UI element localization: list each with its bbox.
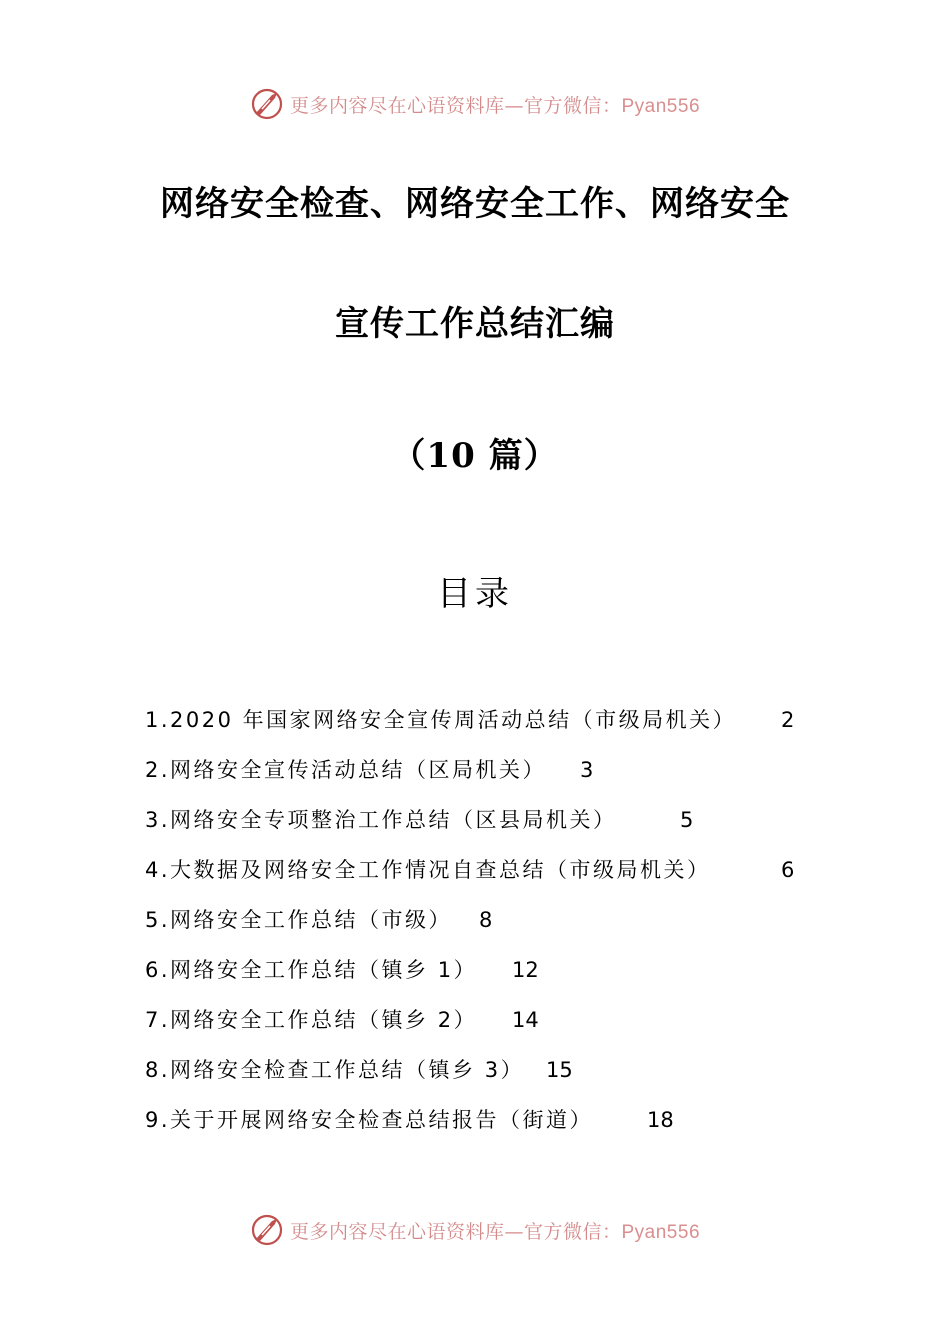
footer-watermark — [0, 1210, 950, 1250]
toc-item-title: 4.大数据及网络安全工作情况自查总结（市级局机关） — [145, 858, 711, 882]
toc-item-title: 7.网络安全工作总结（镇乡 2） — [145, 1008, 478, 1032]
document-title-count: （10 篇） — [391, 436, 559, 476]
toc-item-2[interactable] — [145, 750, 825, 800]
toc-item-title: 2.网络安全宣传活动总结（区局机关） — [145, 758, 547, 782]
toc-item-6[interactable] — [145, 950, 825, 1000]
toc-item-page: 3 — [580, 758, 594, 782]
toc-item-title: 6.网络安全工作总结（镇乡 1） — [145, 958, 478, 982]
toc-item-title: 5.网络安全工作总结（市级） — [145, 908, 453, 932]
watermark-text: 更多内容尽在心语资料库—官方微信：Pyan556 — [289, 94, 701, 117]
toc-heading: 目录 — [437, 574, 513, 614]
toc-item-title: 9.关于开展网络安全检查总结报告（街道） — [145, 1108, 594, 1132]
toc-item-7[interactable] — [145, 1000, 825, 1050]
toc-item-title: 8.网络安全检查工作总结（镇乡 3） — [145, 1058, 525, 1082]
quill-logo-icon — [250, 87, 284, 121]
toc-item-page: 18 — [647, 1108, 674, 1132]
toc-item-page: 14 — [512, 1008, 539, 1032]
table-of-contents — [145, 700, 825, 1150]
toc-item-8[interactable] — [145, 1050, 825, 1100]
toc-item-9[interactable] — [145, 1100, 825, 1150]
toc-item-5[interactable] — [145, 900, 825, 950]
toc-item-page: 2 — [781, 708, 795, 732]
watermark-text: 更多内容尽在心语资料库—官方微信：Pyan556 — [289, 1220, 701, 1243]
toc-item-title: 3.网络安全专项整治工作总结（区县局机关） — [145, 808, 617, 832]
toc-item-page: 8 — [479, 908, 493, 932]
toc-item-page: 6 — [781, 858, 795, 882]
header-watermark — [0, 84, 950, 124]
toc-item-page: 15 — [546, 1058, 573, 1082]
toc-item-4[interactable] — [145, 850, 825, 900]
document-title-line-2: 宣传工作总结汇编 — [335, 304, 615, 344]
toc-item-title: 1.2020 年国家网络安全宣传周活动总结（市级局机关） — [145, 708, 737, 732]
toc-item-page: 12 — [512, 958, 539, 982]
toc-item-1[interactable] — [145, 700, 825, 750]
toc-item-page: 5 — [680, 808, 694, 832]
quill-logo-icon — [250, 1213, 284, 1247]
document-title-line-1: 网络安全检查、网络安全工作、网络安全 — [160, 184, 790, 224]
toc-item-3[interactable] — [145, 800, 825, 850]
